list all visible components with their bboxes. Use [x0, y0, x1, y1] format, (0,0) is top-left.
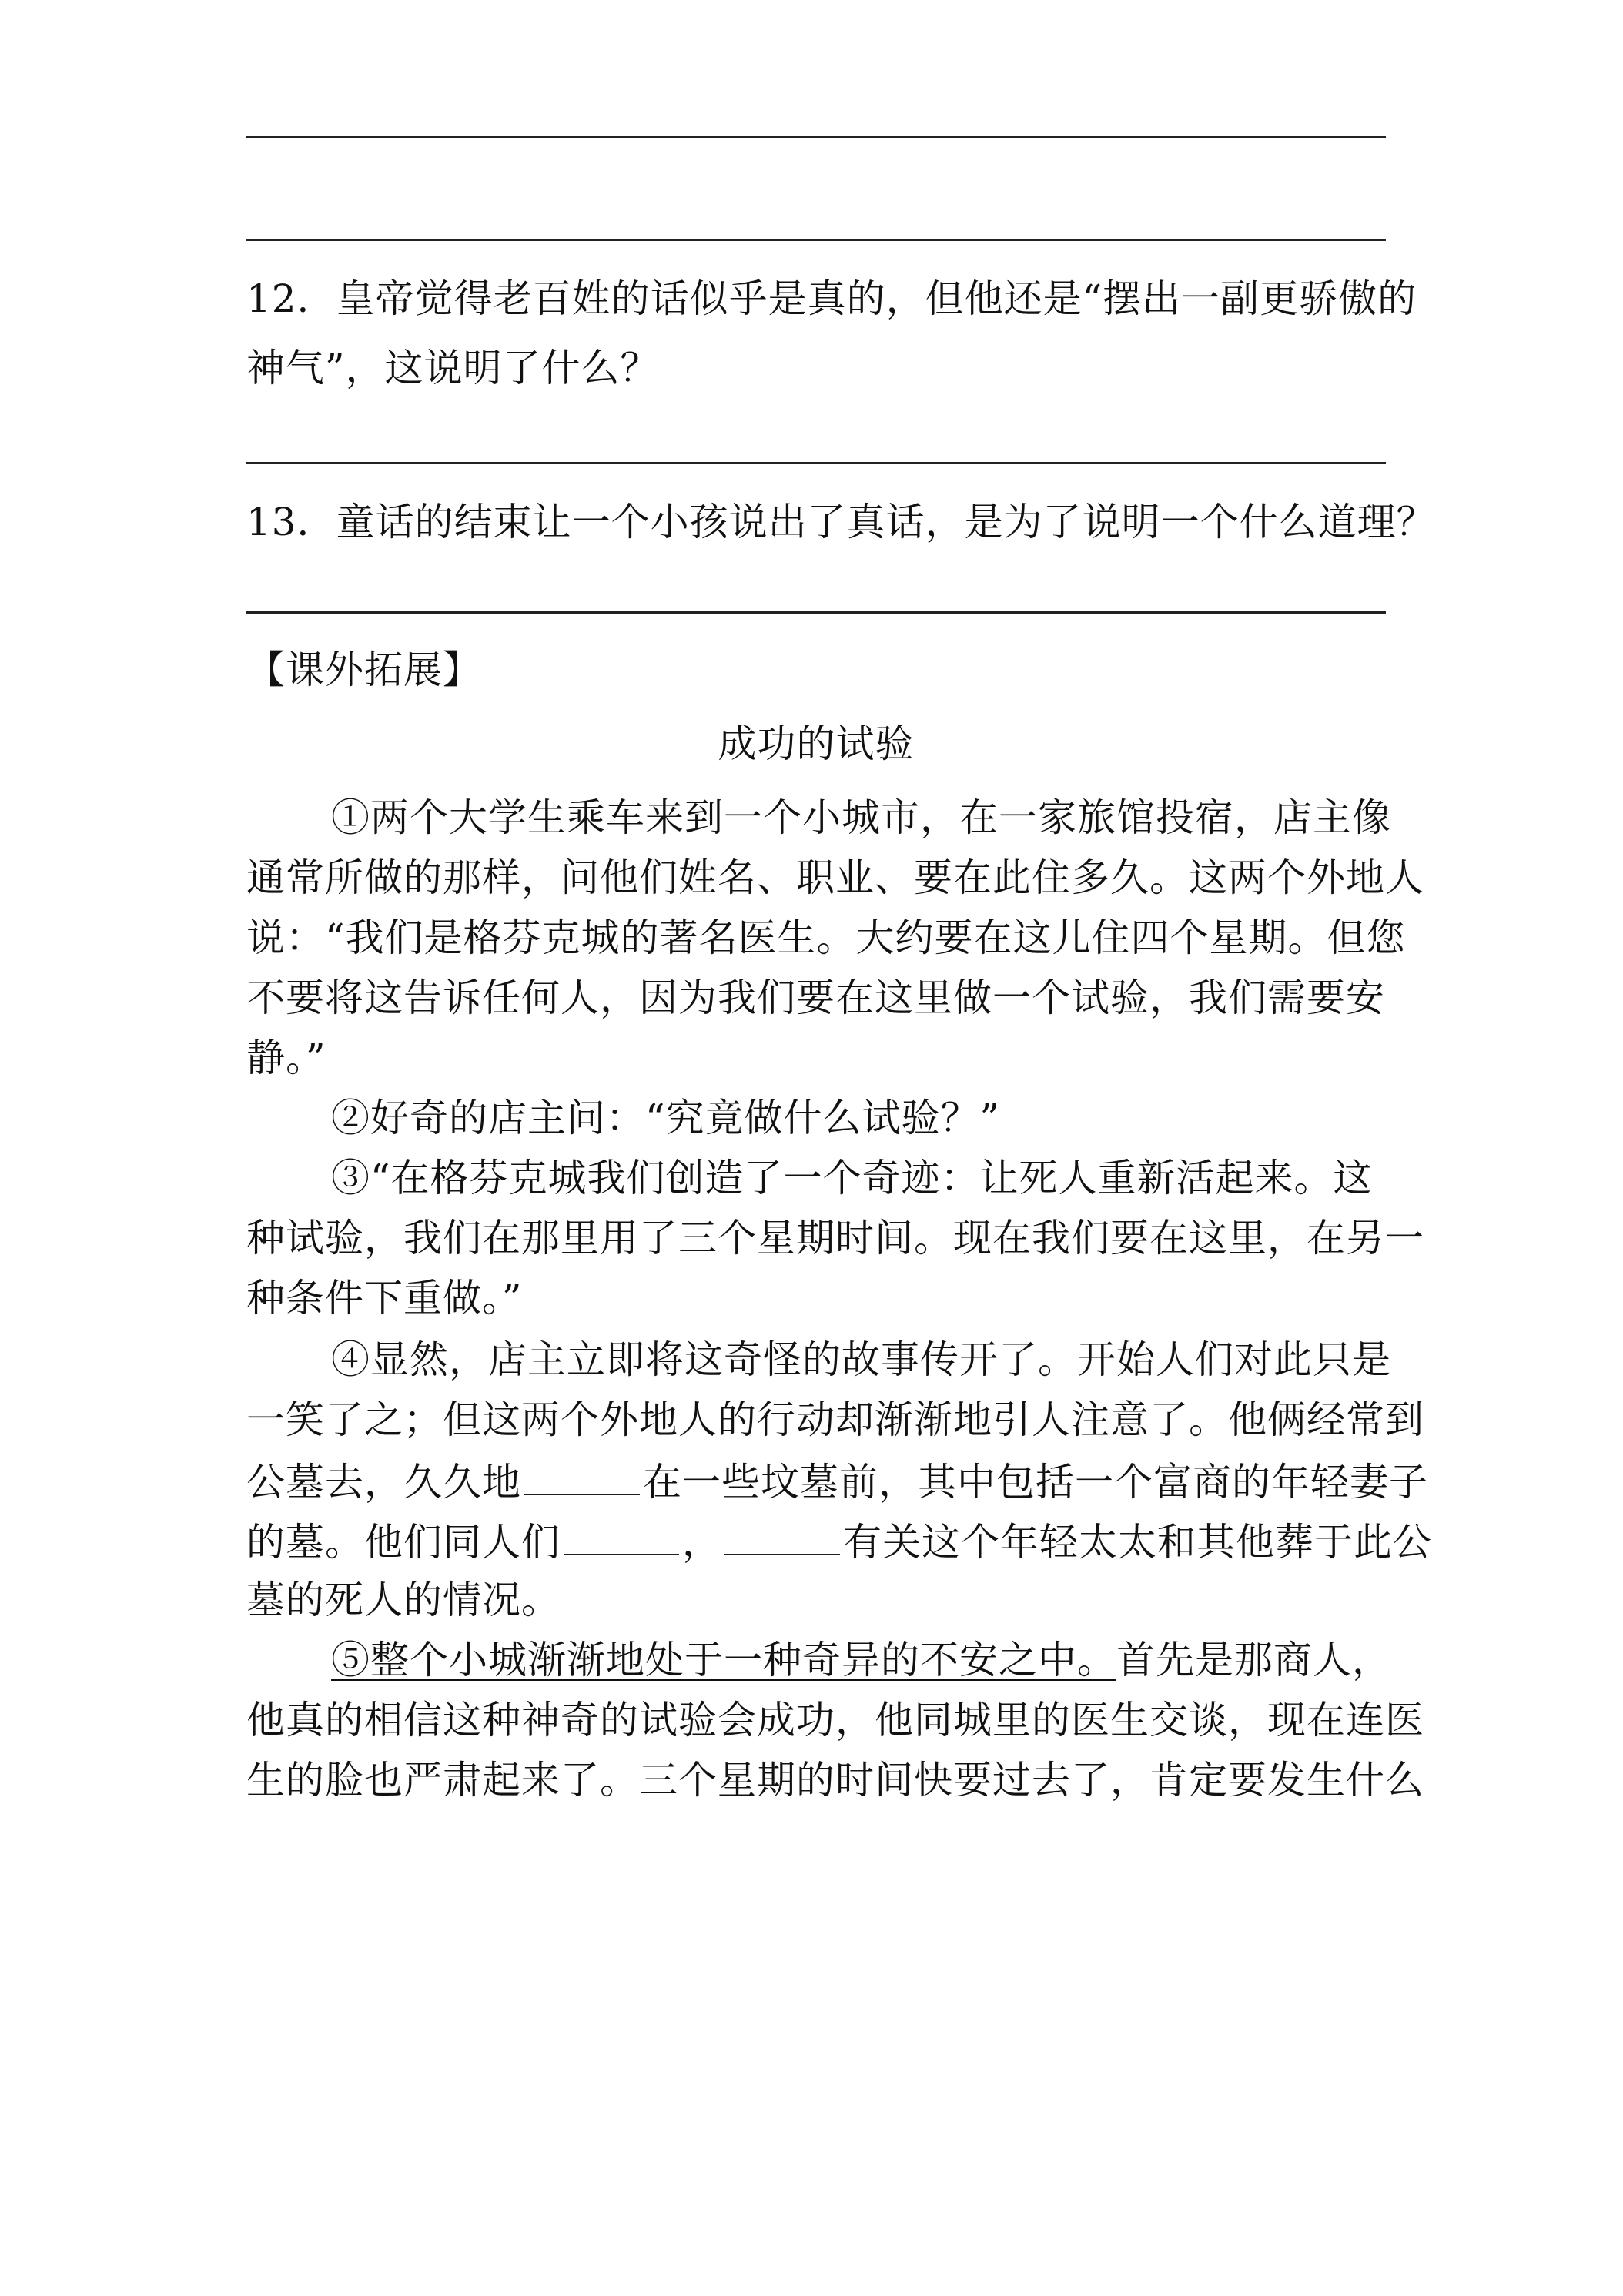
text-segment: ，	[682, 1520, 721, 1565]
paragraph-5-line-3: 生的脸也严肃起来了。三个星期的时间快要过去了，肯定要发生什么	[246, 1758, 1424, 1802]
story-title: 成功的试验	[718, 721, 915, 766]
fill-in-blank[interactable]	[724, 1515, 840, 1555]
question-13-line-1: 13．童话的结束让一个小孩说出了真话，是为了说明一个什么道理？	[246, 500, 1436, 544]
paragraph-4-line-3	[246, 1455, 1428, 1507]
paragraph-5-line-1	[331, 1635, 1391, 1685]
question-12-line-1: 12．皇帝觉得老百姓的话似乎是真的，但他还是“摆出一副更骄傲的	[246, 276, 1417, 321]
paragraph-4-line-1: ④显然，店主立即将这奇怪的故事传开了。开始人们对此只是	[331, 1337, 1391, 1382]
paragraph-2-line-1: ②好奇的店主问：“究竟做什么试验？”	[331, 1096, 1001, 1140]
paragraph-1-line-4: 不要将这告诉任何人，因为我们要在这里做一个试验，我们需要安	[246, 976, 1385, 1020]
paragraph-1-line-5: 静。”	[246, 1036, 326, 1080]
section-header: 【课外拓展】	[246, 648, 482, 692]
paragraph-4-line-5: 墓的死人的情况。	[246, 1578, 561, 1622]
paragraph-1-line-2: 通常所做的那样，问他们姓名、职业、要在此住多久。这两个外地人	[246, 855, 1424, 900]
text-segment: 有关这个年轻太太和其他葬于此公	[843, 1520, 1432, 1565]
answer-line	[246, 136, 1386, 138]
text-segment: 的墓。他们同人们	[246, 1520, 561, 1565]
paragraph-3-line-1: ③“在格芬克城我们创造了一个奇迹：让死人重新活起来。这	[331, 1156, 1373, 1200]
answer-line	[246, 462, 1386, 464]
paragraph-1-line-3: 说：“我们是格芬克城的著名医生。大约要在这儿住四个星期。但您	[246, 915, 1406, 960]
paragraph-3-line-2: 种试验，我们在那里用了三个星期时间。现在我们要在这里，在另一	[246, 1216, 1424, 1260]
paragraph-4-line-4	[246, 1515, 1432, 1567]
answer-line	[246, 239, 1386, 241]
paragraph-4-line-2: 一笑了之；但这两个外地人的行动却渐渐地引人注意了。他俩经常到	[246, 1397, 1424, 1442]
paragraph-5-line-2: 他真的相信这种神奇的试验会成功，他同城里的医生交谈，现在连医	[246, 1698, 1424, 1742]
text-segment: 首先是那商人，	[1116, 1638, 1391, 1682]
underlined-sentence: ⑤整个小城渐渐地处于一种奇异的不安之中。	[331, 1638, 1116, 1682]
text-segment: 在一些坟墓前，其中包括一个富商的年轻妻子	[643, 1460, 1428, 1504]
question-12-line-2: 神气”，这说明了什么？	[246, 346, 660, 390]
answer-line	[246, 611, 1386, 614]
paragraph-1-line-1: ①两个大学生乘车来到一个小城市，在一家旅馆投宿，店主像	[331, 795, 1391, 840]
paragraph-3-line-3: 种条件下重做。”	[246, 1276, 523, 1320]
fill-in-blank[interactable]	[524, 1455, 640, 1495]
text-segment: 公墓去，久久地	[246, 1460, 521, 1504]
fill-in-blank[interactable]	[564, 1515, 679, 1555]
